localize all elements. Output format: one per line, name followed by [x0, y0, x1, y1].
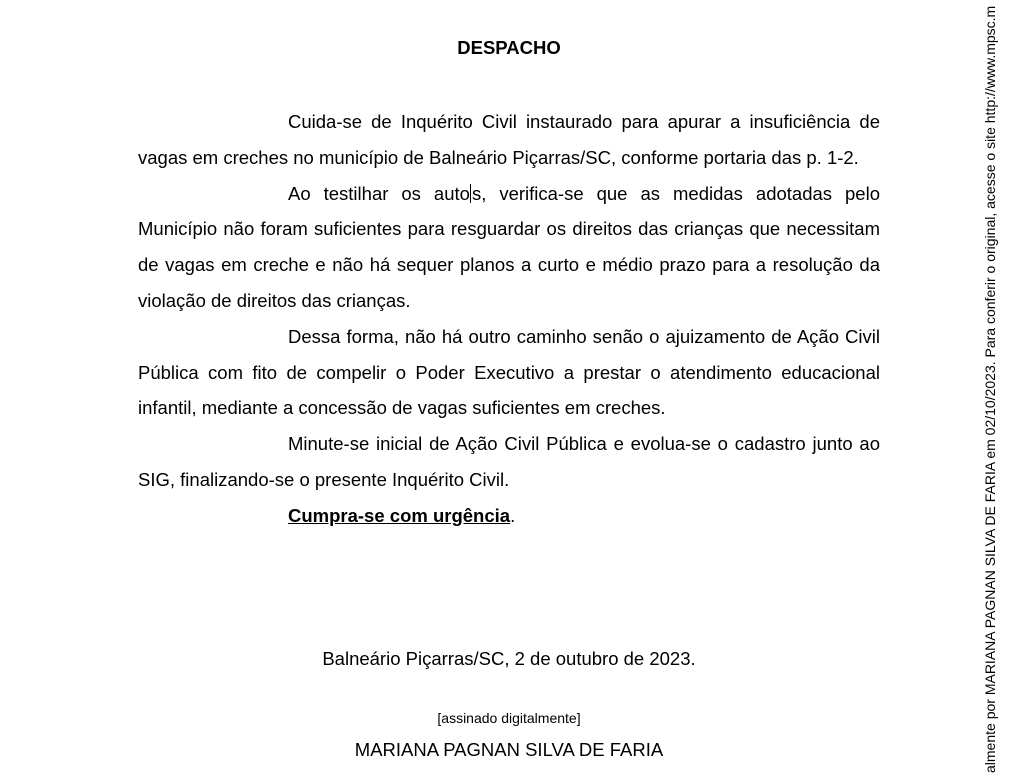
urgent-line — [138, 498, 880, 534]
paragraph-conclusion: Dessa forma, não há outro caminho senão o ajuizamento de Ação Civil Pública com fito de compelir o Poder Executivo a prestar o atendimento educacional infantil, mediante a concessão de vagas suficientes em creches. — [138, 325, 880, 419]
paragraph-analysis-rest: s, verifica-se que as medidas adotadas pelo Município não foram suficientes para resguardar os direitos das crianças que necessitam de vagas em creche e não há sequer planos a curto e médio prazo para a resolução da violação de direitos das crianças. — [138, 182, 880, 311]
signature-note: [assinado digitalmente] — [437, 710, 581, 726]
place-and-date: Balneário Piçarras/SC, 2 de outubro de 2023. — [322, 648, 696, 669]
digital-signature-margin-stamp: almente por MARIANA PAGNAN SILVA DE FARIA em 02/10/2023. Para conferir o original, acesse o site http://www.mpsc.m — [982, 5, 998, 773]
paragraph-analysis — [138, 176, 880, 319]
document-body — [138, 104, 880, 534]
paragraph-analysis-start: Ao testilhar os auto — [288, 182, 470, 204]
urgent-directive: Cumpra-se com urgência — [288, 504, 511, 526]
urgent-punctuation: . — [510, 504, 516, 526]
signature-name: MARIANA PAGNAN SILVA DE FARIA — [354, 739, 664, 760]
paragraph-intro: Cuida-se de Inquérito Civil instaurado para apurar a insuficiência de vagas em creches no município de Balneário Piçarras/SC, conforme portaria das p. 1-2. — [138, 111, 880, 168]
document-title: DESPACHO — [457, 37, 561, 58]
paragraph-order: Minute-se inicial de Ação Civil Pública e evolua-se o cadastro junto ao SIG, finalizando-se o presente Inquérito Civil. — [138, 433, 880, 490]
